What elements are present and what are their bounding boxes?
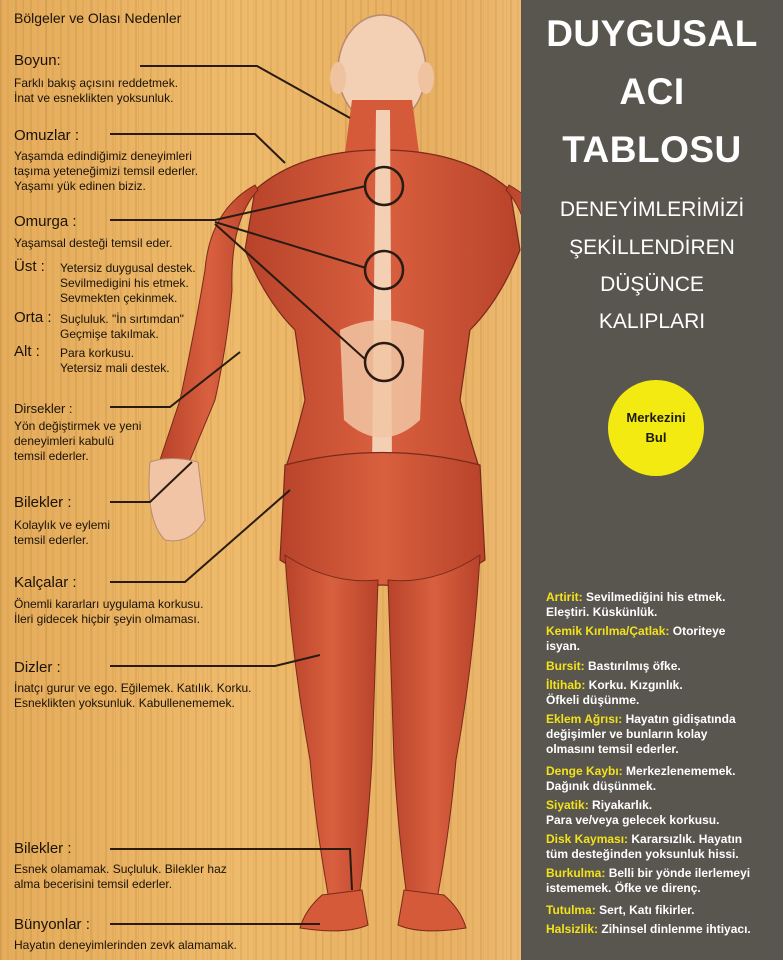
region-title-bilekler-ayak: Bilekler : — [14, 840, 72, 857]
left-ear — [330, 62, 346, 94]
region-text-bunyonlar: Hayatın deneyimlerinden zevk alamamak. — [14, 938, 237, 952]
glossary-burkulma: Burkulma: Belli bir yönde ilerlemeyi istememek. Öfke ve direnç. — [546, 866, 751, 895]
glossary-disk: Disk Kayması: Kararsızlık. Hayatın tüm desteğinden yoksunluk hissi. — [546, 832, 743, 861]
region-text-omuzlar: Yaşamda edindiğimiz deneyimleri taşıma yeteneğimizi temsil ederler. Yaşamı yük edinen biziz. — [14, 149, 199, 193]
center-badge — [608, 380, 704, 476]
title-line-2: ACI — [619, 71, 685, 112]
region-text-bilekler-el: Kolaylık ve eylemi temsil ederler. — [14, 518, 111, 547]
right-leg-shape — [388, 555, 480, 905]
title-line-1: DUYGUSAL — [546, 13, 758, 54]
right-foot-shape — [398, 890, 466, 931]
region-text-kalcalar: Önemli kararları uygulama korkusu. İleri gidecek hiçbir şeyin olmaması. — [14, 597, 204, 626]
subtitle-line-3: DÜŞÜNCE — [600, 273, 704, 296]
subtitle-line-2: ŞEKİLLENDİREN — [569, 236, 735, 259]
region-text-dirsekler: Yön değiştirmek ve yeni deneyimleri kabulü temsil ederler. — [14, 419, 142, 463]
glossary-denge: Denge Kaybı: Merkezlenememek. Dağınık düşünmek. — [546, 764, 736, 793]
spine-text-alt: Para korkusu. Yetersiz mali destek. — [60, 346, 170, 375]
glossary-artirit: Artirit: Sevilmediğini his etmek. Eleştiri. Küskünlük. — [546, 590, 726, 619]
leader-dizler — [110, 655, 320, 666]
subtitle-line-1: DENEYİMLERİMİZİ — [559, 198, 745, 221]
center-badge-line-2: Bul — [645, 430, 667, 445]
hips-shape — [280, 453, 485, 586]
spine-label-orta: Orta : — [14, 309, 52, 326]
region-title-dizler: Dizler : — [14, 659, 61, 676]
region-title-bilekler-el: Bilekler : — [14, 494, 72, 511]
region-title-bunyonlar: Bünyonlar : — [14, 916, 90, 933]
glossary-iltihab: İltihab: Korku. Kızgınlık. Öfkeli düşünme. — [546, 678, 683, 707]
region-text-boyun: Farklı bakış açısını reddetmek. İnat ve esneklikten yoksunluk. — [14, 76, 179, 105]
glossary-tutulma: Tutulma: Sert, Katı fikirler. — [546, 903, 695, 917]
region-text-bilekler-ayak: Esnek olamamak. Suçluluk. Bilekler haz alma becerisini temsil ederler. — [14, 862, 227, 891]
spine-label-ust: Üst : — [14, 258, 45, 275]
glossary-siyatik: Siyatik: Riyakarlık. Para ve/veya gelecek korkusu. — [546, 798, 720, 827]
left-leg-shape — [285, 555, 378, 905]
right-ear — [418, 62, 434, 94]
region-title-omurga: Omurga : — [14, 213, 77, 230]
spine-label-alt: Alt : — [14, 343, 40, 360]
left-hand-shape — [149, 459, 205, 541]
glossary-bursit: Bursit: Bastırılmış öfke. — [546, 659, 681, 673]
center-badge-line-1: Merkezini — [626, 410, 686, 425]
region-title-omuzlar: Omuzlar : — [14, 127, 80, 144]
regions-header: Bölgeler ve Olası Nedenler — [14, 10, 182, 26]
region-title-boyun: Boyun: — [14, 52, 61, 69]
region-title-kalcalar: Kalçalar : — [14, 574, 77, 591]
region-text-omurga: Yaşamsal desteği temsil eder. — [14, 236, 173, 250]
title-line-3: TABLOSU — [562, 129, 742, 170]
region-title-dirsekler: Dirsekler : — [14, 401, 73, 416]
glossary-kemik: Kemik Kırılma/Çatlak: Otoriteye isyan. — [546, 624, 726, 653]
region-text-dizler: İnatçı gurur ve ego. Eğilemek. Katılık. Korku. Esneklikten yoksunluk. Kabullenememek. — [14, 681, 252, 710]
glossary-eklem: Eklem Ağrısı: Hayatın gidişatında değişimler ve bunların kolay olmasını temsil ederler. — [546, 712, 736, 756]
lower-back-shape — [340, 320, 424, 438]
spine-text-orta: Suçluluk. "İn sırtımdan" Geçmişe takılmak. — [60, 312, 184, 341]
subtitle-line-4: KALIPLARI — [598, 310, 706, 333]
spine-text-ust: Yetersiz duygusal destek. Sevilmedigini his etmek. Sevmekten çekinmek. — [60, 261, 196, 305]
glossary-halsizlik: Halsizlik: Zihinsel dinlenme ihtiyacı. — [546, 922, 751, 936]
